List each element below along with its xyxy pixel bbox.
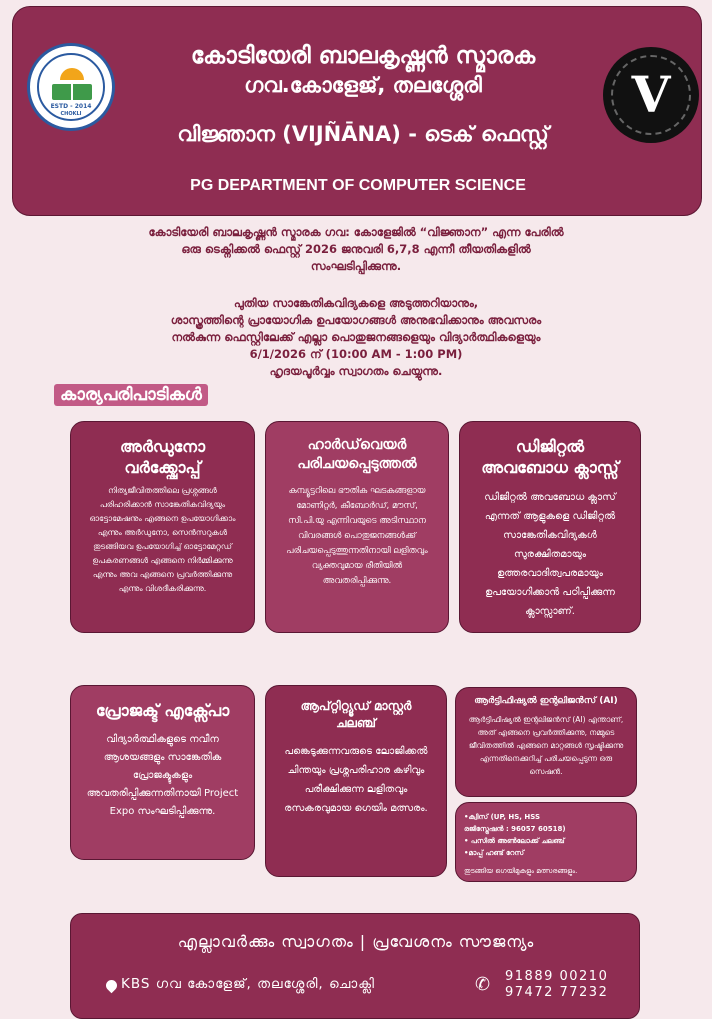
quiz-line: • പസിൽ അൺലോക്ക് ചലഞ്ച് xyxy=(464,837,565,845)
college-name: കോടിയേരി ബാലകൃഷ്ണൻ സ്മാരക xyxy=(190,43,536,69)
quiz-line: •ക്വിസ് (UP, HS, HSS xyxy=(464,813,541,821)
card-description: വിദ്യാർത്ഥികളുടെ നവീന ആശയങ്ങളും സാങ്കേതിക പ്രോജക്ടുകളും അവതരിപ്പിക്കുന്നതിനായി Project Expo സംഘടിപ്പിക്കുന്നു. xyxy=(86,734,239,817)
footer-banner xyxy=(70,913,640,1019)
intro-line: ഒരു ടെക്നിക്കൽ ഫെസ്റ്റ് 2026 ജനുവരി 6,7,8 എന്നീ തീയതികളിൽ xyxy=(181,242,531,256)
card-quiz-games xyxy=(455,802,637,882)
quiz-line: തുടങ്ങിയ ഗെയിമുകളും മത്സരങ്ങളും. xyxy=(464,867,578,875)
card-description: കമ്പ്യൂട്ടറിലെ ഭൗതിക ഘടകങ്ങളായ മോണിറ്റർ, കീബോർഡ്, മൗസ്, സി.പി.യു എന്നിവയുടെ അടിസ്ഥാന വിവരങ്ങൾ പൊതുജനങ്ങൾക്ക് പരിചയപ്പെടുത്തുന്നതിനായി ലളിതവും വ്യക്തവുമായ രീതിയിൽ അവതരിപ്പിക്കുന്നു. xyxy=(286,486,428,586)
programs-heading: കാര്യപരിപാടികൾ xyxy=(54,384,208,406)
quiz-line: •മാപ്പ് ഹണ്ട് റേസ് xyxy=(464,849,525,857)
department-name: PG DEPARTMENT OF COMPUTER SCIENCE xyxy=(190,177,526,194)
card-title: ആർട്ടിഫിഷ്യൽ ഇന്റലിജൻസ് (AI) xyxy=(474,696,618,706)
college-logo-icon xyxy=(27,43,115,131)
intro-line: ശാസ്ത്രത്തിന്റെ പ്രായോഗിക ഉപയോഗങ്ങൾ അനുഭവിക്കാനും അവസരം xyxy=(170,313,542,327)
card-arduino-workshop xyxy=(70,421,255,633)
vijnana-logo-icon xyxy=(603,47,699,143)
footer-phone-1: 91889 00210 xyxy=(505,969,609,984)
intro-line: നൽകുന്ന ഫെസ്റ്റിലേക്ക് എല്ലാ പൊതുജനങ്ങളെയും വിദ്യാർത്ഥികളെയും xyxy=(171,330,541,344)
intro-line: പുതിയ സാങ്കേതികവിദ്യകളെ അടുത്തറിയാനും, xyxy=(233,296,479,310)
logo-place-text: CHOKLI xyxy=(60,111,82,117)
intro-line: കോടിയേരി ബാലകൃഷ്ണൻ സ്മാരക ഗവ: കോളേജിൽ “വിജ്ഞാന” എന്ന പേരിൽ xyxy=(148,225,564,239)
card-title: പ്രോജക്ട് എക്സ്പോ xyxy=(95,701,230,720)
card-project-expo xyxy=(70,685,255,860)
card-artificial-intelligence xyxy=(455,687,637,797)
intro-line: സംഘടിപ്പിക്കുന്നു. xyxy=(310,259,402,273)
location-pin-icon xyxy=(104,978,120,994)
event-date-time: 6/1/2026 ന് (10:00 AM - 1:00 PM) xyxy=(249,347,463,361)
footer-welcome: എല്ലാവർക്കും സ്വാഗതം | പ്രവേശനം സൗജന്യം xyxy=(177,932,535,951)
footer-phone-2: 97472 77232 xyxy=(505,985,609,1000)
header-banner xyxy=(12,6,702,216)
card-title: അർഡുനോ വർക്ക്ഷോപ്പ് xyxy=(119,437,206,477)
card-title: ഹാർഡ്‌വെയർ പരിചയപ്പെടുത്തൽ xyxy=(297,437,417,472)
phone-icon: ✆ xyxy=(475,974,491,995)
logo-letter: V xyxy=(631,65,671,124)
card-title: ഡിജിറ്റൽ അവബോധ ക്ലാസ്സ് xyxy=(481,437,619,477)
card-description: നിത്യജീവിതത്തിലെ പ്രശ്നങ്ങൾ പരിഹരിക്കാൻ സാങ്കേതികവിദ്യയും ഓട്ടോമേഷനും എങ്ങനെ ഉപയോഗിക്കാം എന്നും അർഡുനോ, സെൻസറുകൾ തുടങ്ങിയവ ഉപയോഗിച്ച് ഓട്ടോമേറ്റഡ് ഉപകരണങ്ങൾ എങ്ങനെ നിർമ്മിക്കുന്നു എന്നും അവ എങ്ങനെ പ്രവർത്തിക്കുന്നു എന്നും വിശദീകരിക്കുന്നു. xyxy=(89,486,236,593)
card-aptitude-challenge xyxy=(265,685,447,877)
intro-paragraph-1 xyxy=(60,224,652,275)
college-location: ഗവ.കോളേജ്, തലശ്ശേരി xyxy=(244,73,482,97)
card-description: ആർട്ടിഫിഷ്യൽ ഇന്റലിജൻസ് (AI) എന്താണ്, അത് എങ്ങനെ പ്രവർത്തിക്കുന്നു, നമ്മുടെ ജീവിതത്തിൽ എങ്ങനെ മാറ്റങ്ങൾ സൃഷ്ടിക്കുന്നു എന്നതിനെക്കുറിച്ച് പരിചയപ്പെടുന്ന ഒരു സെഷൻ. xyxy=(468,715,624,776)
card-digital-awareness xyxy=(459,421,641,633)
footer-address: KBS ഗവ കോളേജ്, തലശ്ശേരി, ചൊക്ലി xyxy=(121,976,375,992)
card-hardware-intro xyxy=(265,421,449,633)
logo-est-text: ESTD - 2014 xyxy=(50,103,92,110)
card-title: ആപ്റ്റിറ്റ്യൂഡ് മാസ്റ്റർ ചലഞ്ച് xyxy=(300,699,412,730)
intro-paragraph-2 xyxy=(60,295,652,380)
card-description: ഡിജിറ്റൽ അവബോധ ക്ലാസ് എന്നത് ആളുകളെ ഡിജിറ്റൽ സാങ്കേതികവിദ്യകൾ സുരക്ഷിതമായും ഉത്തരവാദിത്വപരമായും ഉപയോഗിക്കാൻ പഠിപ്പിക്കുന്ന ക്ലാസ്സാണ്. xyxy=(484,492,616,617)
intro-line: ഹൃദയപൂർവ്വം സ്വാഗതം ചെയ്യുന്നു. xyxy=(269,364,443,378)
card-description: പങ്കെടുക്കുന്നവരുടെ ലോജിക്കൽ ചിന്തയും പ്രശ്നപരിഹാര കഴിവും പരീക്ഷിക്കുന്ന ലളിതവും രസകരവുമായ ഗെയിം മത്സരം. xyxy=(284,746,428,814)
quiz-registration: രജിസ്ട്രേഷൻ : 96057 60518) xyxy=(464,825,566,833)
fest-title: വിജ്ഞാന (VIJÑĀNA) - ടെക് ഫെസ്റ്റ് xyxy=(177,122,549,146)
